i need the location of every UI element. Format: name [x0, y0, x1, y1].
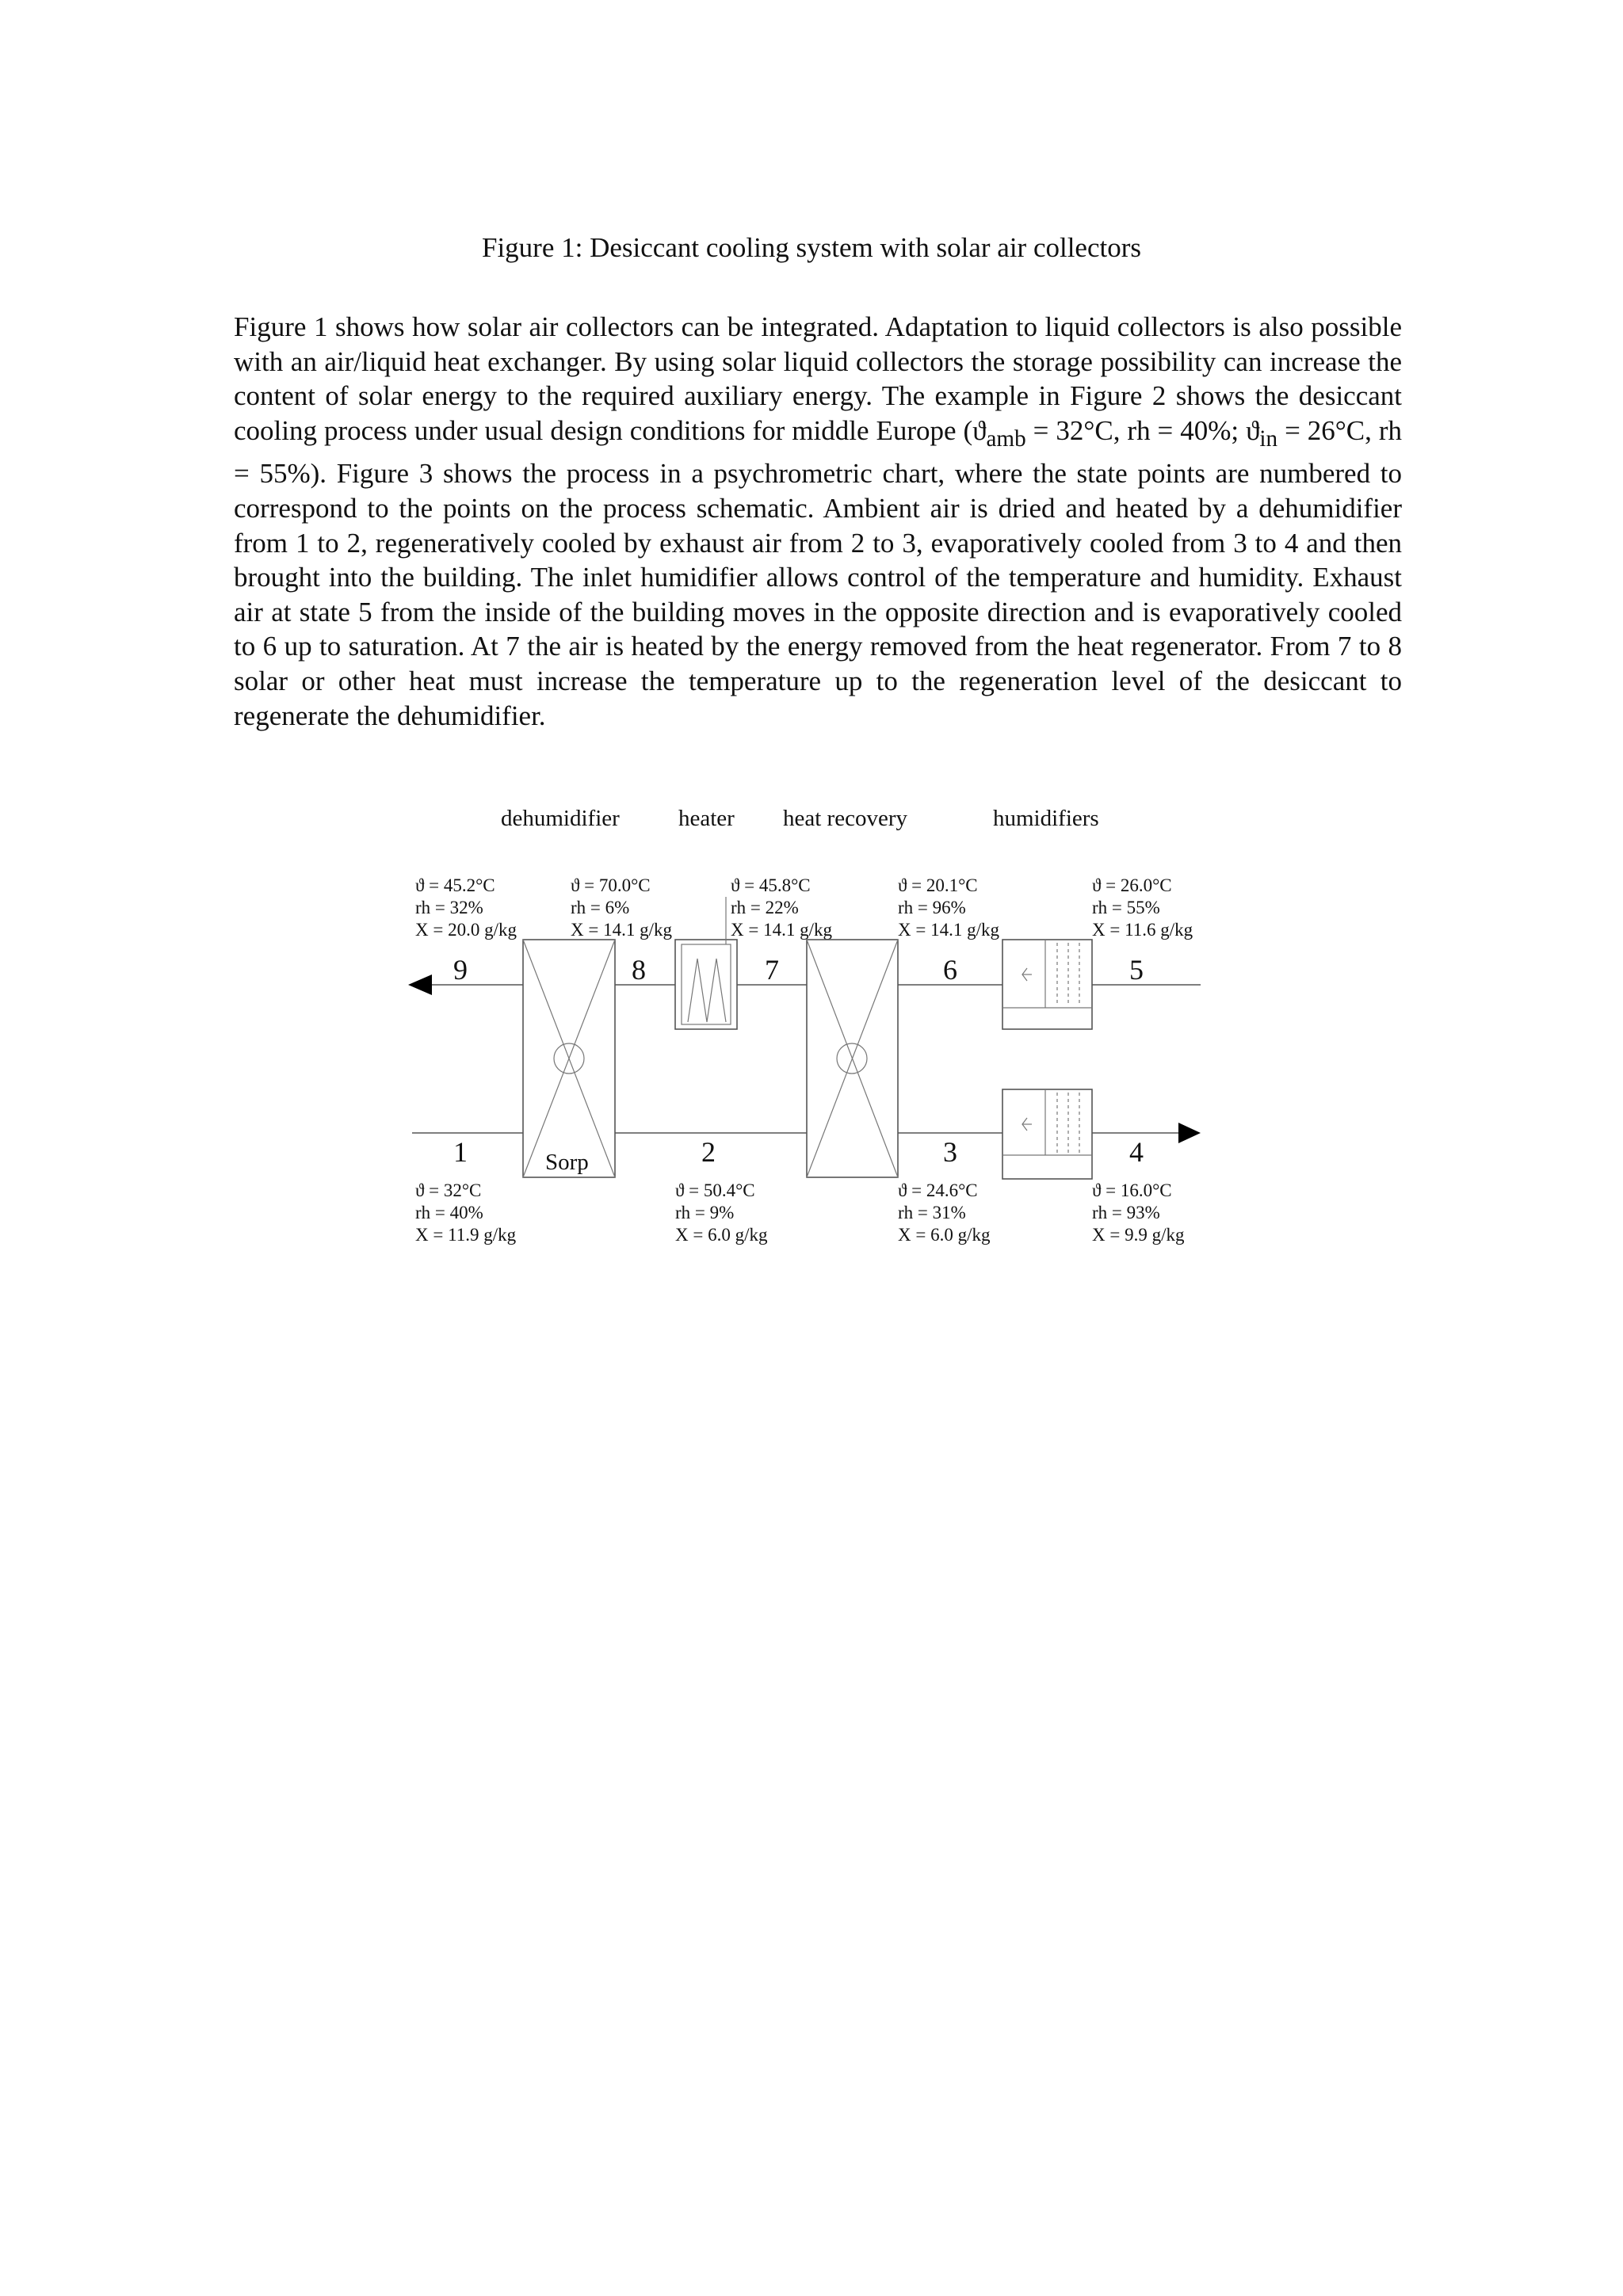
- svg-text:X = 11.6 g/kg: X = 11.6 g/kg: [1092, 920, 1193, 940]
- svg-text:X = 6.0 g/kg: X = 6.0 g/kg: [898, 1225, 991, 1245]
- paragraph-part-1: Figure 1 shows how solar air collectors can be integrated. Adaptation to liquid collectors is also possible with an air/liquid heat exchanger. By using solar liquid collectors the storage possibility can increase the content of solar energy to the required auxiliary energy. The example in Figure 2 shows the desiccant cooling process under usual design conditions for middle Europe (: [234, 311, 1402, 446]
- theta-symbol: ϑ: [972, 414, 987, 446]
- svg-text:X = 9.9 g/kg: X = 9.9 g/kg: [1092, 1225, 1185, 1245]
- state-number-2: 2: [701, 1136, 716, 1168]
- svg-text:rh = 6%: rh = 6%: [571, 898, 630, 917]
- figure-caption: Figure 1: Desiccant cooling system with solar air collectors: [481, 232, 1142, 263]
- svg-text:ϑ = 45.8°C: ϑ = 45.8°C: [731, 875, 811, 895]
- state-2-data: [675, 1180, 768, 1245]
- state-9-data: [415, 875, 517, 940]
- svg-text:ϑ = 24.6°C: ϑ = 24.6°C: [898, 1180, 978, 1200]
- state-3-data: [898, 1180, 991, 1245]
- state-number-7: 7: [765, 954, 779, 986]
- heater-coil: [675, 897, 737, 1029]
- exhaust-outlet-arrow-icon: [408, 974, 432, 995]
- svg-text:X = 20.0 g/kg: X = 20.0 g/kg: [415, 920, 517, 940]
- svg-text:rh = 31%: rh = 31%: [898, 1203, 966, 1222]
- svg-text:ϑ = 20.1°C: ϑ = 20.1°C: [898, 875, 978, 895]
- state-7-data: [731, 875, 832, 940]
- label-heater: heater: [678, 806, 735, 831]
- svg-text:ϑ = 70.0°C: ϑ = 70.0°C: [571, 875, 651, 895]
- svg-text:ϑ = 32°C: ϑ = 32°C: [415, 1180, 482, 1200]
- supply-inlet-arrow-icon: [1178, 1123, 1201, 1143]
- label-dehumidifier: dehumidifier: [501, 806, 620, 831]
- paragraph-part-2: = 32°C, rh = 40%;: [1025, 414, 1247, 446]
- svg-text:rh = 55%: rh = 55%: [1092, 898, 1160, 917]
- svg-text:X = 14.1 g/kg: X = 14.1 g/kg: [571, 920, 672, 940]
- state-number-1: 1: [453, 1136, 468, 1168]
- state-number-9: 9: [453, 954, 468, 986]
- exhaust-humidifier: [1002, 940, 1092, 1029]
- sorption-wheel: [523, 940, 615, 1177]
- state-6-data: [898, 875, 999, 940]
- state-number-4: 4: [1129, 1136, 1144, 1168]
- heat-recovery-wheel: [807, 940, 898, 1177]
- state-5-data: [1092, 875, 1193, 940]
- state-number-6: 6: [943, 954, 957, 986]
- paragraph-part-3: = 26°C, rh = 55%). Figure 3 shows the process in a psychrometric chart, where the state points are numbered to correspond to the points on the process schematic. Ambient air is dried and heated by a dehumidifier from 1 to 2, regeneratively cooled by exhaust air from 2 to 3, evaporatively cooled from 3 to 4 and then brought into the building. The inlet humidifier allows control of the temperature and humidity. Exhaust air at state 5 from the inside of the building moves in the opposite direction and is evaporatively cooled to 6 up to saturation. At 7 the air is heated by the energy removed from the heat regenerator. From 7 to 8 solar or other heat must increase the temperature up to the regeneration level of the desiccant to regenerate the dehumidifier.: [234, 414, 1402, 731]
- svg-text:rh = 93%: rh = 93%: [1092, 1203, 1160, 1222]
- svg-text:ϑ = 45.2°C: ϑ = 45.2°C: [415, 875, 495, 895]
- svg-text:X = 6.0 g/kg: X = 6.0 g/kg: [675, 1225, 768, 1245]
- svg-text:rh = 40%: rh = 40%: [415, 1203, 483, 1222]
- svg-text:rh = 22%: rh = 22%: [731, 898, 799, 917]
- label-sorp: Sorp: [545, 1150, 589, 1175]
- theta-symbol: ϑ: [1246, 414, 1260, 446]
- state-8-data: [571, 875, 672, 940]
- svg-text:ϑ = 50.4°C: ϑ = 50.4°C: [675, 1180, 755, 1200]
- svg-text:rh = 96%: rh = 96%: [898, 898, 966, 917]
- label-humidifiers: humidifiers: [993, 806, 1099, 831]
- state-1-data: [415, 1180, 517, 1245]
- svg-text:X = 14.1 g/kg: X = 14.1 g/kg: [898, 920, 999, 940]
- svg-text:ϑ = 26.0°C: ϑ = 26.0°C: [1092, 875, 1172, 895]
- state-number-3: 3: [943, 1136, 957, 1168]
- svg-text:ϑ = 16.0°C: ϑ = 16.0°C: [1092, 1180, 1172, 1200]
- svg-text:rh = 9%: rh = 9%: [675, 1203, 735, 1222]
- state-4-data: [1092, 1180, 1185, 1245]
- label-heat-recovery: heat recovery: [783, 806, 907, 831]
- svg-text:X = 11.9 g/kg: X = 11.9 g/kg: [415, 1225, 517, 1245]
- subscript-in: in: [1259, 425, 1278, 452]
- supply-humidifier: [1002, 1089, 1092, 1179]
- state-number-5: 5: [1129, 954, 1144, 986]
- subscript-amb: amb: [986, 425, 1026, 452]
- svg-text:X = 14.1 g/kg: X = 14.1 g/kg: [731, 920, 832, 940]
- svg-text:rh = 32%: rh = 32%: [415, 898, 483, 917]
- state-number-8: 8: [632, 954, 646, 986]
